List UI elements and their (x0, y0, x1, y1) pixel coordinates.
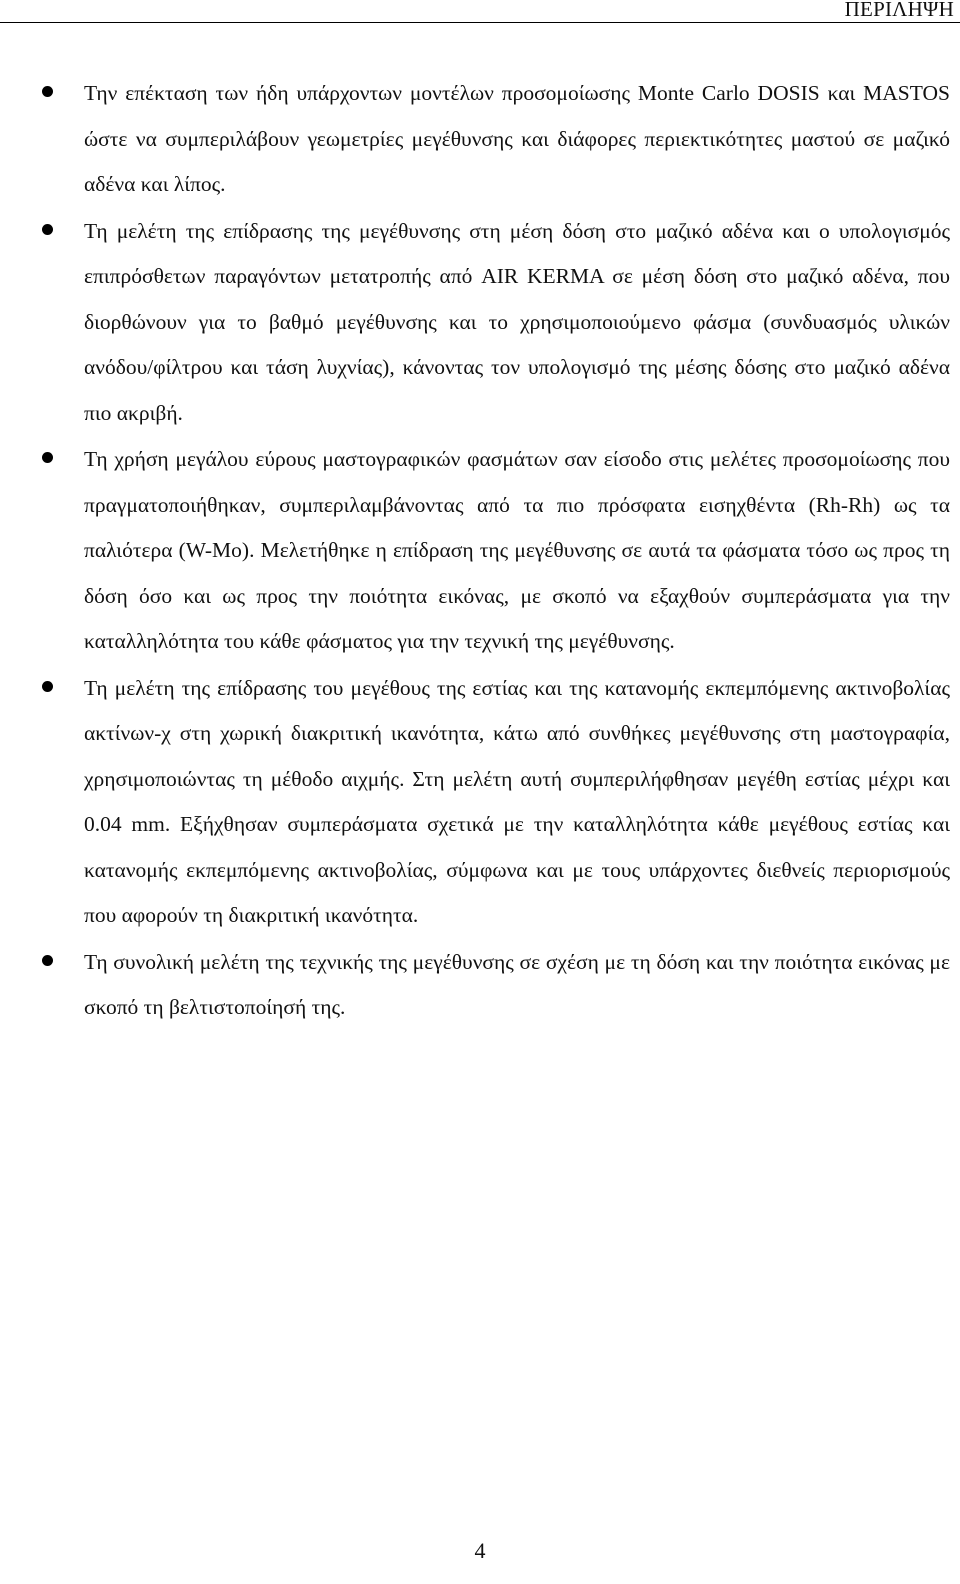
running-header-title: ΠΕΡΙΛΗΨΗ (844, 0, 954, 21)
bullet-icon (42, 681, 53, 692)
list-item-text: Την επέκταση των ήδη υπάρχοντων μοντέλων προσομοίωσης Monte Carlo DOSIS και MASTOS ώστε να συμπεριλάβουν γεωμετρίες μεγέθυνσης και διάφορες περιεκτικότητες μαστού σε μαζικό αδένα και λίπος. (84, 81, 950, 196)
list-item (0, 71, 960, 208)
bullet-icon (42, 955, 53, 966)
bullet-icon (42, 86, 53, 97)
page-number: 4 (474, 1538, 486, 1563)
page-header (0, 0, 960, 23)
list-item-text: Τη μελέτη της επίδρασης του μεγέθους της εστίας και της κατανομής εκπεμπόμενης ακτινοβολίας ακτίνων-χ στη χωρική διακριτική ικανότητα, κάτω από συνθήκες μεγέθυνσης στη μαστογραφία, χρησιμοποιώντας τη μέθοδο αιχμής. Στη μελέτη αυτή συμπεριλήφθησαν μεγέθη εστίας μέχρι και 0.04 mm. Εξήχθησαν συμπεράσματα σχετικά με την καταλληλότητα κάθε μεγέθους εστίας και κατανομής εκπεμπόμενης ακτινοβολίας, σύμφωνα και με τους υπάρχοντες διεθνείς περιορισμούς που αφορούν τη διακριτική ικανότητα. (84, 675, 950, 927)
bullet-icon (42, 224, 53, 235)
list-item-text: Τη χρήση μεγάλου εύρους μαστογραφικών φασμάτων σαν είσοδο στις μελέτες προσομοίωσης που πραγματοποιήθηκαν, συμπεριλαμβάνοντας από τα πιο πρόσφατα εισηχθέντα (Rh-Rh) ως τα παλιότερα (W-Mo). Μελετήθηκε η επίδραση της μεγέθυνσης σε αυτά τα φάσματα τόσο ως προς τη δόση όσο και ως προς την ποιότητα εικόνας, με σκοπό να εξαχθούν συμπεράσματα για την καταλληλότητα του κάθε φάσματος για την τεχνική της μεγέθυνσης. (84, 447, 950, 653)
list-item (0, 209, 960, 437)
list-item-text: Τη μελέτη της επίδρασης της μεγέθυνσης στη μέση δόση στο μαζικό αδένα και ο υπολογισμός επιπρόσθετων παραγόντων μετατροπής από AIR KERMA σε μέση δόση στο μαζικό αδένα, που διορθώνουν για το βαθμό μεγέθυνσης και το χρησιμοποιούμενο φάσμα (συνδυασμός υλικών ανόδου/φίλτρου και τάση λυχνίας), κάνοντας τον υπολογισμό της μέσης δόσης στο μαζικό αδένα πιο ακριβή. (84, 218, 950, 425)
list-item (0, 437, 960, 665)
summary-bullet-list (0, 71, 960, 1031)
list-item (0, 666, 960, 939)
list-item (0, 940, 960, 1031)
list-item-text: Τη συνολική μελέτη της τεχνικής της μεγέθυνσης σε σχέση με τη δόση και την ποιότητα εικόνας με σκοπό τη βελτιστοποίησή της. (84, 949, 950, 1019)
bullet-icon (42, 452, 53, 463)
